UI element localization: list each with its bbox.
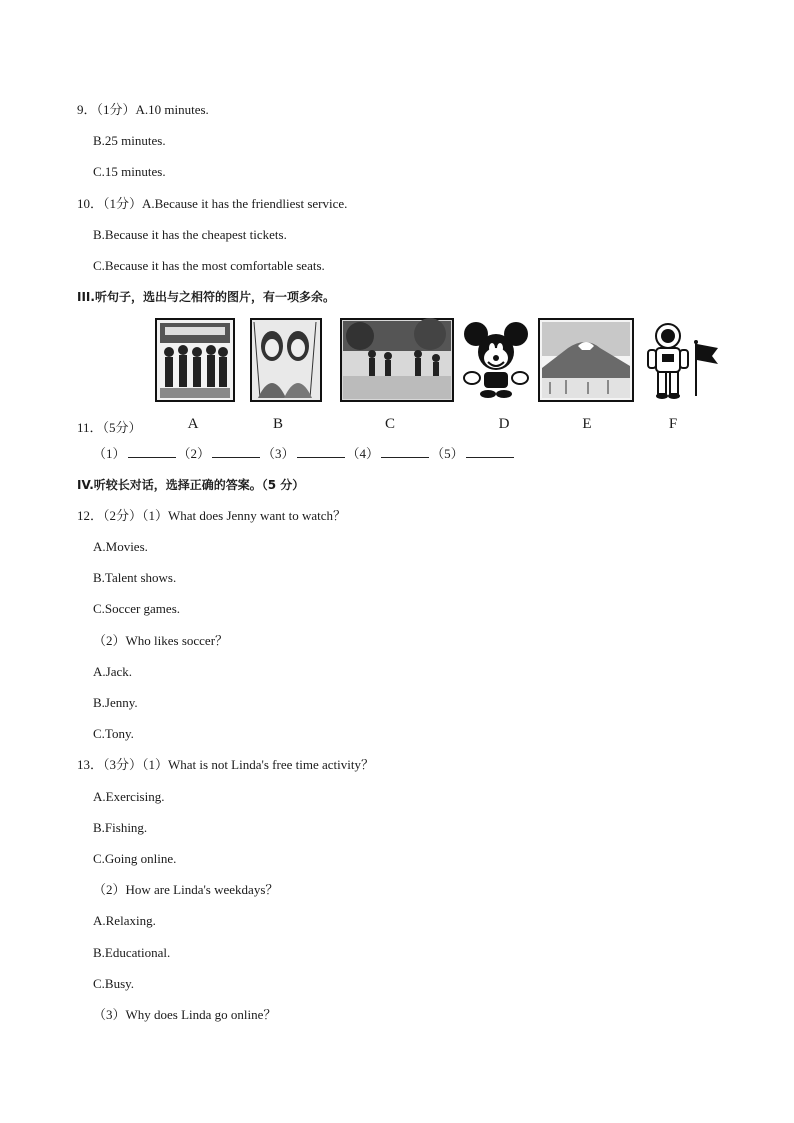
question-12-2-option-a: A.Jack. bbox=[93, 664, 132, 679]
answer-blank-1[interactable] bbox=[128, 445, 176, 458]
park-activity-photo-icon bbox=[340, 318, 454, 402]
question-12-1-option-c: C.Soccer games. bbox=[93, 601, 181, 616]
picture-label-c: C bbox=[384, 416, 395, 432]
question-13-2-option-c: C.Busy. bbox=[93, 976, 135, 991]
question-13-stem: 13．（3分）（1）What is not Linda's free time activity？ bbox=[77, 757, 374, 772]
question-12-2-stem: （2）Who likes soccer？ bbox=[93, 633, 229, 648]
question-11-blanks bbox=[93, 445, 516, 462]
cartoon-mouse-icon bbox=[462, 318, 530, 402]
question-10-stem: 10．（1分）A.Because it has the friendliest service. bbox=[77, 196, 348, 211]
picture-options bbox=[150, 318, 730, 438]
answer-blank-5[interactable] bbox=[466, 445, 514, 458]
question-13-2-stem: （2）How are Linda's weekdays？ bbox=[93, 882, 279, 897]
picture-label-a: A bbox=[187, 416, 199, 432]
two-girls-photo-icon bbox=[250, 318, 322, 402]
question-9-option-b: B.25 minutes. bbox=[93, 133, 166, 148]
question-9-stem: 9．（1分）A.10 minutes. bbox=[77, 102, 209, 117]
picture-d bbox=[462, 318, 530, 402]
picture-label-b: B bbox=[272, 416, 283, 432]
section-3-heading: III.听句子，选出与之相符的图片，有一项多余。 bbox=[77, 290, 335, 304]
mountain-landscape-icon bbox=[538, 318, 634, 402]
question-12-1-option-a: A.Movies. bbox=[93, 539, 148, 554]
question-13-2-option-b: B.Educational. bbox=[93, 945, 171, 960]
question-13-1-option-b: B.Fishing. bbox=[93, 820, 148, 835]
question-12-1-option-b: B.Talent shows. bbox=[93, 570, 177, 585]
picture-a bbox=[155, 318, 235, 402]
blank-label-1: （1） bbox=[93, 446, 126, 461]
question-13-1-option-a: A.Exercising. bbox=[93, 789, 165, 804]
question-13-2-option-a: A.Relaxing. bbox=[93, 913, 156, 928]
blank-label-2: （2） bbox=[177, 446, 211, 461]
blank-label-3: （3） bbox=[262, 446, 295, 461]
picture-label-f: F bbox=[668, 416, 678, 432]
section-4-heading: IV.听较长对话，选择正确的答案。（5 分） bbox=[77, 478, 305, 492]
astronaut-flag-icon bbox=[646, 318, 722, 402]
picture-label-d: D bbox=[498, 416, 510, 432]
question-12-2-option-c: C.Tony. bbox=[93, 726, 134, 741]
students-photo-icon bbox=[155, 318, 235, 402]
picture-f bbox=[646, 318, 722, 402]
picture-b bbox=[250, 318, 322, 402]
question-12-2-option-b: B.Jenny. bbox=[93, 695, 138, 710]
question-10-option-c: C.Because it has the most comfortable seats. bbox=[93, 258, 325, 273]
picture-c bbox=[340, 318, 454, 402]
blank-label-5: （5） bbox=[431, 446, 464, 461]
question-13-3-stem: （3）Why does Linda go online？ bbox=[93, 1007, 277, 1022]
question-11-stem: 11．（5分） bbox=[77, 420, 142, 435]
answer-blank-3[interactable] bbox=[297, 445, 345, 458]
picture-label-e: E bbox=[582, 416, 592, 432]
answer-blank-2[interactable] bbox=[212, 445, 260, 458]
question-10-option-b: B.Because it has the cheapest tickets. bbox=[93, 227, 287, 242]
question-9-option-c: C.15 minutes. bbox=[93, 164, 166, 179]
blank-label-4: （4） bbox=[346, 446, 380, 461]
picture-e bbox=[538, 318, 634, 402]
question-12-stem: 12．（2分）（1）What does Jenny want to watch？ bbox=[77, 508, 346, 523]
question-13-1-option-c: C.Going online. bbox=[93, 851, 177, 866]
answer-blank-4[interactable] bbox=[381, 445, 429, 458]
